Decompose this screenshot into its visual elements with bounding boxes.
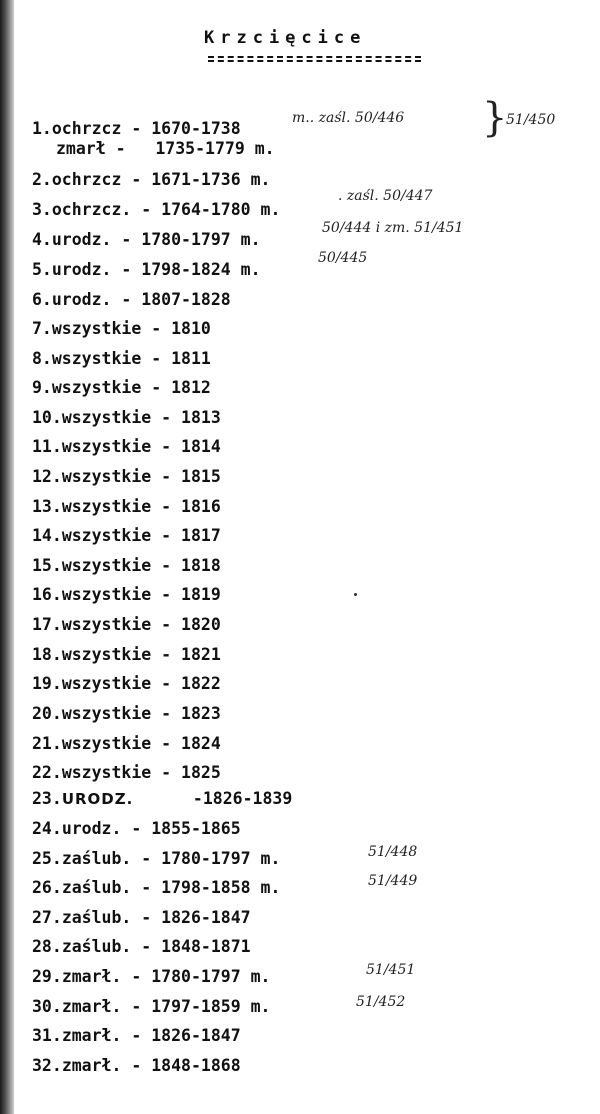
entry-range: 1820: [181, 615, 221, 634]
entry-24: 24.urodz. - 1855-1865: [32, 819, 241, 838]
entry-range: 1812: [171, 378, 211, 397]
entry-range: 1826-1847: [151, 1026, 241, 1045]
entry-label: wszystkie: [51, 378, 142, 397]
entry-label: wszystkie: [61, 615, 152, 634]
entry-number: 14.: [32, 526, 62, 545]
entry-number: 2.: [32, 170, 52, 189]
entry-number: 25.: [32, 849, 62, 868]
entry-label: zaślub.: [61, 878, 132, 897]
entry-number: 23.: [32, 789, 62, 808]
entry-suffix: m.: [250, 997, 271, 1016]
entry-number: 12.: [32, 467, 62, 486]
entry-5: 5.urodz. - 1798-1824 m.: [32, 260, 261, 279]
handwritten-note-30: 51/452: [356, 994, 406, 1010]
page-title: Krzcięcice: [204, 28, 367, 48]
entry-range: 1815: [181, 467, 221, 486]
entry-label: zaślub.: [61, 849, 132, 868]
entry-22: 22.wszystkie - 1825: [32, 763, 221, 782]
entry-range: 1813: [181, 408, 221, 427]
entry-2: 2.ochrzcz - 1671-1736 m.: [32, 170, 271, 189]
entry-range: 1817: [181, 526, 221, 545]
entry-range: 1764-1780: [161, 200, 251, 219]
entry-10: 10.wszystkie - 1813: [32, 408, 221, 427]
entry-label: wszystkie: [61, 645, 152, 664]
entry-range: 1798-1858: [161, 878, 251, 897]
entry-label: ochrzcz.: [51, 200, 132, 219]
handwritten-note-1: m.. zaśl. 50/446: [292, 110, 405, 126]
entry-number: 27.: [32, 908, 62, 927]
handwritten-note-5: 50/445: [318, 250, 368, 266]
entry-label: zaślub.: [61, 908, 132, 927]
entry-suffix: m.: [254, 139, 275, 158]
entry-number: 7.: [32, 319, 52, 338]
handwritten-note-26: 51/449: [368, 873, 418, 889]
entry-range: 1855-1865: [151, 819, 241, 838]
entry-32: 32.zmarł. - 1848-1868: [32, 1056, 241, 1075]
entry-number: 5.: [32, 260, 52, 279]
entry-17: 17.wszystkie - 1820: [32, 615, 221, 634]
entry-label: wszystkie: [61, 734, 152, 753]
entry-suffix: m.: [240, 230, 261, 249]
entry-label: wszystkie: [61, 526, 152, 545]
entry-suffix: m.: [250, 967, 271, 986]
entry-range: 1797-1859: [151, 997, 241, 1016]
entry-label: zaślub.: [61, 937, 132, 956]
entry-number: 6.: [32, 290, 52, 309]
entry-label: ochrzcz: [51, 119, 122, 138]
entry-range: 1819: [181, 585, 221, 604]
entry-1: 1.ochrzcz - 1670-1738: [32, 119, 241, 138]
entry-11: 11.wszystkie - 1814: [32, 437, 221, 456]
entry-label: urodz.: [51, 290, 112, 309]
handwritten-note-4: 50/444 i zm. 51/451: [322, 220, 464, 236]
handwritten-note-25: 51/448: [368, 844, 418, 860]
entry-number: 24.: [32, 819, 62, 838]
entry-label: urodz.: [61, 819, 122, 838]
entry-number: 18.: [32, 645, 62, 664]
entry-range: 1811: [171, 349, 211, 368]
entry-range: 1818: [181, 556, 221, 575]
entry-15: 15.wszystkie - 1818: [32, 556, 221, 575]
entry-range: 1848-1871: [161, 937, 251, 956]
entry-label: wszystkie: [51, 319, 142, 338]
entry-label: zmarł: [56, 139, 106, 158]
handwritten-note-3: . zaśl. 50/447: [338, 188, 433, 204]
entry-label: zmarł.: [61, 1026, 122, 1045]
entry-range: 1670-1738: [151, 119, 241, 138]
entry-range: 1822: [181, 674, 221, 693]
entry-number: 20.: [32, 704, 62, 723]
entry-label: wszystkie: [61, 497, 152, 516]
entry-16: 16.wszystkie - 1819: [32, 585, 221, 604]
entry-number: 22.: [32, 763, 62, 782]
entry-label: urodz.: [51, 260, 112, 279]
entry-number: 26.: [32, 878, 62, 897]
entry-6: 6.urodz. - 1807-1828: [32, 290, 231, 309]
entry-number: 19.: [32, 674, 62, 693]
entry-31: 31.zmarł. - 1826-1847: [32, 1026, 241, 1045]
entry-label: wszystkie: [61, 556, 152, 575]
bracket-note: 51/450: [506, 112, 556, 128]
brace-icon: }: [482, 95, 508, 141]
entry-suffix: m.: [240, 260, 261, 279]
entry-number: 29.: [32, 967, 62, 986]
entry-27: 27.zaślub. - 1826-1847: [32, 908, 251, 927]
entry-range: 1824: [181, 734, 221, 753]
entry-suffix: m.: [260, 849, 281, 868]
entry-range: 1826-1847: [161, 908, 251, 927]
entry-label-handwritten: URODZ.: [61, 790, 134, 808]
entry-range: 1780-1797: [141, 230, 231, 249]
entry-suffix: m.: [250, 170, 271, 189]
entry-18: 18.wszystkie - 1821: [32, 645, 221, 664]
entry-number: 21.: [32, 734, 62, 753]
entry-range: 1814: [181, 437, 221, 456]
entry-range: 1848-1868: [151, 1056, 241, 1075]
entry-label: wszystkie: [61, 585, 152, 604]
entry-label: zmarł.: [61, 967, 122, 986]
entry-label: wszystkie: [61, 467, 152, 486]
entry-range: 1735-1779: [155, 139, 245, 158]
entry-range: 1780-1797: [161, 849, 251, 868]
entry-9: 9.wszystkie - 1812: [32, 378, 211, 397]
entry-range: 1826-1839: [202, 789, 293, 808]
entry-suffix: m.: [260, 878, 281, 897]
entry-7: 7.wszystkie - 1810: [32, 319, 211, 338]
entry-number: 9.: [32, 378, 52, 397]
entry-label: wszystkie: [61, 704, 152, 723]
entry-number: 8.: [32, 349, 52, 368]
entry-12: 12.wszystkie - 1815: [32, 467, 221, 486]
entry-label: wszystkie: [61, 674, 152, 693]
entry-number: 4.: [32, 230, 52, 249]
entry-label: zmarł.: [61, 1056, 122, 1075]
entry-3: 3.ochrzcz. - 1764-1780 m.: [32, 200, 281, 219]
entry-label: zmarł.: [61, 997, 122, 1016]
entry-range: 1816: [181, 497, 221, 516]
entry-13: 13.wszystkie - 1816: [32, 497, 221, 516]
entry-number: 30.: [32, 997, 62, 1016]
entry-label: urodz.: [51, 230, 112, 249]
entry-number: 1.: [32, 119, 52, 138]
entry-25: 25.zaślub. - 1780-1797 m.: [32, 849, 281, 868]
entry-14: 14.wszystkie - 1817: [32, 526, 221, 545]
entry-21: 21.wszystkie - 1824: [32, 734, 221, 753]
entry-26: 26.zaślub. - 1798-1858 m.: [32, 878, 281, 897]
entry-label: wszystkie: [51, 349, 142, 368]
entry-28: 28.zaślub. - 1848-1871: [32, 937, 251, 956]
handwritten-note-29: 51/451: [366, 962, 416, 978]
entry-20: 20.wszystkie - 1823: [32, 704, 221, 723]
entry-1b: zmarł - 1735-1779 m.: [56, 139, 275, 158]
entry-number: 17.: [32, 615, 62, 634]
ink-speck: [354, 593, 357, 596]
entry-number: 15.: [32, 556, 62, 575]
entry-range: 1671-1736: [151, 170, 241, 189]
entry-19: 19.wszystkie - 1822: [32, 674, 221, 693]
entry-30: 30.zmarł. - 1797-1859 m.: [32, 997, 271, 1016]
entry-range: 1825: [181, 763, 221, 782]
entry-number: 11.: [32, 437, 62, 456]
entry-range: 1823: [181, 704, 221, 723]
entry-number: 16.: [32, 585, 62, 604]
entry-label: wszystkie: [61, 763, 152, 782]
entry-number: 32.: [32, 1056, 62, 1075]
entry-number: 13.: [32, 497, 62, 516]
entry-range: 1780-1797: [151, 967, 241, 986]
entry-number: 28.: [32, 937, 62, 956]
entry-suffix: m.: [260, 200, 281, 219]
entry-number: 10.: [32, 408, 62, 427]
entry-range: 1821: [181, 645, 221, 664]
entry-8: 8.wszystkie - 1811: [32, 349, 211, 368]
entry-label: ochrzcz: [51, 170, 122, 189]
entry-range: 1798-1824: [141, 260, 231, 279]
entry-number: 3.: [32, 200, 52, 219]
entry-label: wszystkie: [61, 408, 152, 427]
entry-range: 1807-1828: [141, 290, 231, 309]
entry-range: 1810: [171, 319, 211, 338]
entry-4: 4.urodz. - 1780-1797 m.: [32, 230, 261, 249]
entry-label: wszystkie: [61, 437, 152, 456]
entry-23: 23.URODZ. -1826-1839: [32, 789, 293, 808]
entry-29: 29.zmarł. - 1780-1797 m.: [32, 967, 271, 986]
entry-number: 31.: [32, 1026, 62, 1045]
